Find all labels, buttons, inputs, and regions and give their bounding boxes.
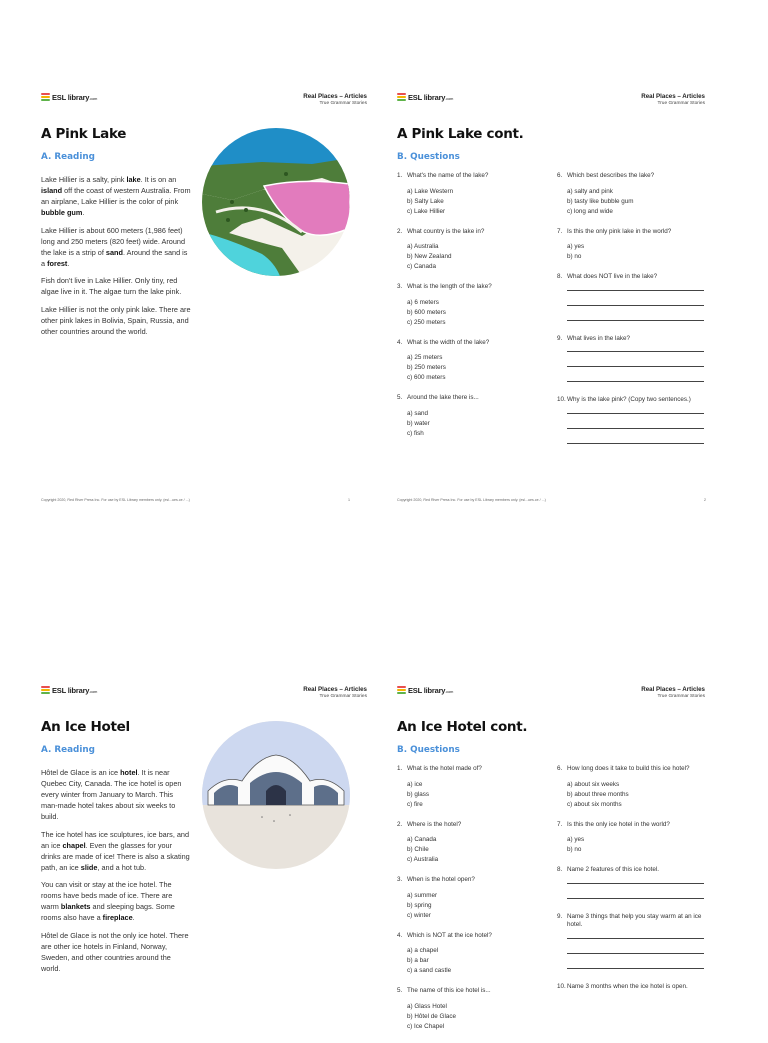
- question-text: Which is NOT at the ice hotel?: [407, 931, 492, 939]
- answer-option[interactable]: c) Ice Chapel: [407, 1022, 445, 1030]
- question: [397, 876, 547, 921]
- reading-text-span: , and a hot tub.: [97, 862, 147, 872]
- answer-option[interactable]: a) a chapel: [407, 947, 439, 954]
- answer-option[interactable]: c) long and wide: [567, 207, 613, 215]
- question-number: 10.: [557, 982, 566, 990]
- question-number: 1.: [397, 765, 403, 772]
- series-title: Real Places – Articles: [303, 686, 367, 693]
- reading-text-span: You can visit or stay at the ice hotel. The rooms have beds made of ice. There are warm: [41, 880, 173, 911]
- section-heading: A. Reading: [41, 745, 95, 755]
- reading-text-span: Hôtel de Glace is an ice: [41, 768, 121, 777]
- question-text: What country is the lake in?: [407, 227, 485, 235]
- vocab-word: blankets: [60, 902, 91, 911]
- answer-options: [407, 353, 547, 383]
- question: [557, 396, 707, 444]
- question-number: 1.: [397, 172, 403, 179]
- question-number: 2.: [397, 820, 403, 828]
- question-number: 3.: [397, 283, 403, 290]
- question: [557, 273, 707, 321]
- answer-line[interactable]: [567, 938, 704, 939]
- answer-option[interactable]: c) Canada: [407, 263, 437, 270]
- question: [557, 228, 707, 263]
- reading-text: [41, 767, 191, 980]
- question-number: 5.: [397, 987, 403, 994]
- question-text: What's the name of the lake?: [407, 172, 489, 179]
- reading-text-span: Lake Hillier is about 600 meters (1,986 feet) long and 250 meters (820 feet) wide. Around the lake is a strip of: [41, 225, 186, 257]
- vocab-word: lake: [126, 175, 141, 184]
- answer-option[interactable]: a) yes: [567, 836, 585, 843]
- answer-option[interactable]: a) summer: [407, 891, 438, 899]
- answer-option[interactable]: a) ice: [407, 780, 423, 788]
- answer-options: [567, 780, 707, 810]
- question-number: 5.: [397, 394, 403, 401]
- answer-option[interactable]: c) about six months: [567, 800, 622, 808]
- answer-option[interactable]: a) yes: [567, 243, 585, 250]
- answer-options: [567, 187, 707, 217]
- answer-option[interactable]: a) about six weeks: [567, 780, 620, 788]
- answer-options: [407, 298, 547, 328]
- logo-icon: [397, 686, 406, 695]
- reading-paragraph: [41, 879, 191, 923]
- question-text: Name 3 things that help you stay warm at an ice hotel.: [567, 912, 702, 928]
- question: [397, 932, 547, 977]
- page-title: A Pink Lake cont.: [397, 126, 524, 142]
- question: [397, 987, 547, 1032]
- reading-text-span: Fish don't live in Lake Hillier. Only tiny, red algae live in it. The algae turn the lake pink.: [41, 276, 182, 296]
- answer-line[interactable]: [567, 320, 704, 321]
- logo-icon: [41, 686, 50, 695]
- question-number: 7.: [557, 820, 563, 828]
- question-number: 4.: [397, 931, 403, 939]
- questions-left: [397, 765, 547, 1043]
- ice-hotel-illustration: [202, 721, 350, 869]
- answer-option[interactable]: c) 250 meters: [407, 318, 446, 326]
- question-number: 9.: [557, 912, 563, 920]
- answer-option[interactable]: a) Lake Western: [407, 187, 454, 195]
- page-number: 2: [704, 498, 706, 502]
- page-footer: Copyright 2020, Red River Press Inc. For use by ESL Library members only. (esl...ues.ce / ...) 2: [397, 498, 706, 502]
- answer-line[interactable]: [567, 443, 704, 444]
- answer-option[interactable]: b) Salty Lake: [407, 197, 444, 205]
- reading-text-span: off the coast of western Australia. From an airplane, Lake Hillier is the color of pink: [41, 186, 191, 206]
- question-text: When is the hotel open?: [407, 876, 475, 883]
- answer-option[interactable]: a) Canada: [407, 836, 437, 843]
- question-number: 3.: [397, 876, 403, 883]
- answer-line[interactable]: [567, 428, 704, 429]
- question-text: What lives in the lake?: [567, 334, 630, 342]
- answer-line[interactable]: [567, 413, 704, 414]
- answer-option[interactable]: b) 250 meters: [407, 364, 446, 371]
- reading-text-span: .: [67, 258, 70, 268]
- series-subtitle: True Grammar Stories: [657, 101, 705, 106]
- vocab-word: chapel: [62, 840, 86, 850]
- question-number: 7.: [557, 227, 563, 235]
- vocab-word: forest: [47, 258, 68, 268]
- answer-option[interactable]: b) Hôtel de Glace: [407, 1012, 457, 1020]
- answer-options: [407, 1002, 547, 1032]
- question: [557, 821, 707, 856]
- question: [397, 228, 547, 273]
- question-text: Where is the hotel?: [407, 820, 462, 828]
- answer-option[interactable]: b) about three months: [567, 790, 629, 798]
- answer-option[interactable]: b) spring: [407, 901, 432, 909]
- series-title: Real Places – Articles: [641, 686, 705, 693]
- answer-option[interactable]: a) salty and pink: [567, 187, 613, 195]
- question: [397, 765, 547, 810]
- reading-paragraph: [41, 829, 191, 873]
- reading-paragraph: [41, 174, 191, 218]
- reading-text-span: Hôtel de Glace is not the only ice hotel. There are other ice hotels in Finland, Norway, Sweden, and other countries around the world.: [41, 930, 189, 973]
- answer-options: [407, 946, 547, 976]
- question: [397, 821, 547, 866]
- vocab-word: sand: [105, 247, 123, 257]
- questions-left: [397, 172, 547, 450]
- question-number: 6.: [557, 765, 563, 772]
- answer-option[interactable]: c) Australia: [407, 856, 439, 863]
- reading-text-span: . It is near Quebec City, Canada. The ice hotel is open every winter from January to March. This man-made hotel takes about six weeks to build.: [41, 768, 182, 821]
- section-heading: B. Questions: [397, 745, 460, 755]
- answer-option[interactable]: a) Australia: [407, 243, 439, 250]
- section-heading: A. Reading: [41, 152, 95, 162]
- question-text: What does NOT live in the lake?: [567, 273, 658, 280]
- header-right: [641, 93, 705, 106]
- answer-option[interactable]: c) winter: [407, 911, 431, 919]
- question-number: 10.: [557, 396, 566, 403]
- answer-option[interactable]: b) Chile: [407, 846, 429, 853]
- answer-line[interactable]: [567, 305, 704, 306]
- answer-options: [407, 242, 547, 272]
- answer-option[interactable]: b) tasty like bubble gum: [567, 197, 634, 205]
- answer-options: [407, 835, 547, 865]
- reading-text-span: Lake Hillier is a salty, pink: [41, 175, 127, 184]
- question-text: Name 2 features of this ice hotel.: [567, 866, 660, 873]
- question-text: What is the length of the lake?: [407, 283, 492, 290]
- series-subtitle: True Grammar Stories: [657, 694, 705, 699]
- question-text: The name of this ice hotel is...: [407, 987, 491, 994]
- reading-paragraph: [41, 304, 191, 337]
- answer-option[interactable]: c) a sand castle: [407, 967, 452, 974]
- answer-options: [407, 409, 547, 439]
- question-text: What is the width of the lake?: [407, 338, 490, 346]
- answer-line[interactable]: [567, 290, 704, 291]
- esl-library-logo: ESL library.com: [397, 93, 453, 102]
- question: [557, 983, 707, 992]
- esl-library-logo: ESL library.com: [41, 93, 97, 102]
- logo-icon: [397, 93, 406, 102]
- question: [397, 339, 547, 384]
- answer-option[interactable]: a) sand: [407, 409, 429, 417]
- question: [557, 765, 707, 810]
- answer-options: [407, 891, 547, 921]
- answer-options: [567, 242, 707, 262]
- answer-option[interactable]: a) 6 meters: [407, 298, 439, 306]
- reading-text-span: . Around the sand is a: [41, 247, 188, 268]
- answer-options: [407, 187, 547, 217]
- header-right: [303, 93, 367, 106]
- question-number: 4.: [397, 338, 403, 346]
- reading-text-span: The ice hotel has ice sculptures, ice bars, and an ice: [41, 829, 190, 850]
- page-title: An Ice Hotel cont.: [397, 719, 528, 735]
- page-footer: Copyright 2020, Red River Press Inc. For use by ESL Library members only. (esl...ues.ce / ...) 1: [41, 498, 350, 502]
- answer-option[interactable]: a) 25 meters: [407, 354, 443, 361]
- answer-line[interactable]: [567, 953, 704, 954]
- reading-paragraph: [41, 275, 191, 297]
- answer-line[interactable]: [567, 381, 704, 382]
- answer-line[interactable]: [567, 968, 704, 969]
- question-text: Around the lake there is...: [407, 394, 479, 401]
- vocab-word: island: [41, 186, 63, 195]
- logo-icon: [41, 93, 50, 102]
- reading-text-span: and sleeping bags. Some rooms also have a: [41, 902, 175, 922]
- reading-text-span: . It is on an: [140, 175, 177, 184]
- answer-option[interactable]: c) fish: [407, 429, 424, 437]
- answer-option[interactable]: b) glass: [407, 790, 430, 798]
- header-right: [641, 686, 705, 699]
- question: [397, 283, 547, 328]
- question-number: 2.: [397, 227, 403, 235]
- vocab-word: slide: [80, 862, 98, 872]
- series-title: Real Places – Articles: [303, 93, 367, 100]
- answer-line[interactable]: [567, 351, 704, 352]
- series-subtitle: True Grammar Stories: [319, 694, 367, 699]
- esl-library-logo: ESL library.com: [41, 686, 97, 695]
- question-text: Is this the only pink lake in the world?: [567, 227, 672, 235]
- page-title: An Ice Hotel: [41, 719, 130, 735]
- question: [557, 172, 707, 217]
- pink-lake-illustration: [202, 128, 350, 276]
- question: [397, 172, 547, 217]
- series-title: Real Places – Articles: [641, 93, 705, 100]
- answer-option[interactable]: b) no: [567, 846, 582, 853]
- question-text: Which best describes the lake?: [567, 172, 655, 179]
- page-number: 1: [348, 498, 350, 502]
- question-text: Why is the lake pink? (Copy two sentences.): [567, 396, 691, 403]
- reading-paragraph: [41, 225, 191, 269]
- reading-paragraph: [41, 930, 191, 974]
- answer-line[interactable]: [567, 366, 704, 367]
- answer-line[interactable]: [567, 883, 704, 884]
- answer-option[interactable]: b) New Zealand: [407, 253, 452, 260]
- questions-right: [557, 172, 707, 458]
- esl-library-logo: ESL library.com: [397, 686, 453, 695]
- answer-option[interactable]: c) Lake Hillier: [407, 207, 446, 215]
- reading-text-span: .: [132, 913, 135, 922]
- answer-option[interactable]: b) no: [567, 253, 582, 260]
- question: [397, 394, 547, 439]
- answer-option[interactable]: a) Glass Hotel: [407, 1002, 447, 1010]
- question: [557, 866, 707, 899]
- question-number: 6.: [557, 172, 563, 179]
- question-text: How long does it take to build this ice hotel?: [567, 765, 690, 772]
- answer-option[interactable]: c) fire: [407, 800, 423, 808]
- vocab-word: hotel: [120, 768, 138, 777]
- reading-text-span: . Even the glasses for your drinks are made of ice! There is also a skating path, an ice: [41, 840, 190, 872]
- answer-option[interactable]: b) a bar: [407, 957, 429, 964]
- question-text: Name 3 months when the ice hotel is open.: [567, 982, 688, 990]
- vocab-word: fireplace: [102, 913, 133, 922]
- questions-right: [557, 765, 707, 1002]
- page-title: A Pink Lake: [41, 126, 127, 142]
- reading-text-span: Lake Hillier is not the only pink lake. There are other pink lakes in Bolivia, Spain, Russia, and other countries around the world.: [41, 304, 191, 336]
- question-number: 8.: [557, 866, 563, 873]
- answer-option[interactable]: b) 600 meters: [407, 308, 446, 316]
- reading-text-span: .: [82, 208, 85, 217]
- question-text: Is this the only ice hotel in the world?: [567, 820, 670, 828]
- reading-text: [41, 174, 191, 343]
- question-text: What is the hotel made of?: [407, 765, 482, 772]
- answer-option[interactable]: b) water: [407, 419, 430, 427]
- question: [557, 913, 707, 969]
- vocab-word: bubble gum: [41, 208, 83, 217]
- reading-paragraph: [41, 767, 191, 822]
- header-right: [303, 686, 367, 699]
- answer-options: [407, 780, 547, 810]
- series-subtitle: True Grammar Stories: [319, 101, 367, 106]
- question-number: 9.: [557, 334, 563, 342]
- question: [557, 335, 707, 383]
- section-heading: B. Questions: [397, 152, 460, 162]
- question-number: 8.: [557, 273, 563, 280]
- answer-option[interactable]: c) 600 meters: [407, 374, 446, 381]
- answer-line[interactable]: [567, 898, 704, 899]
- answer-options: [567, 835, 707, 855]
